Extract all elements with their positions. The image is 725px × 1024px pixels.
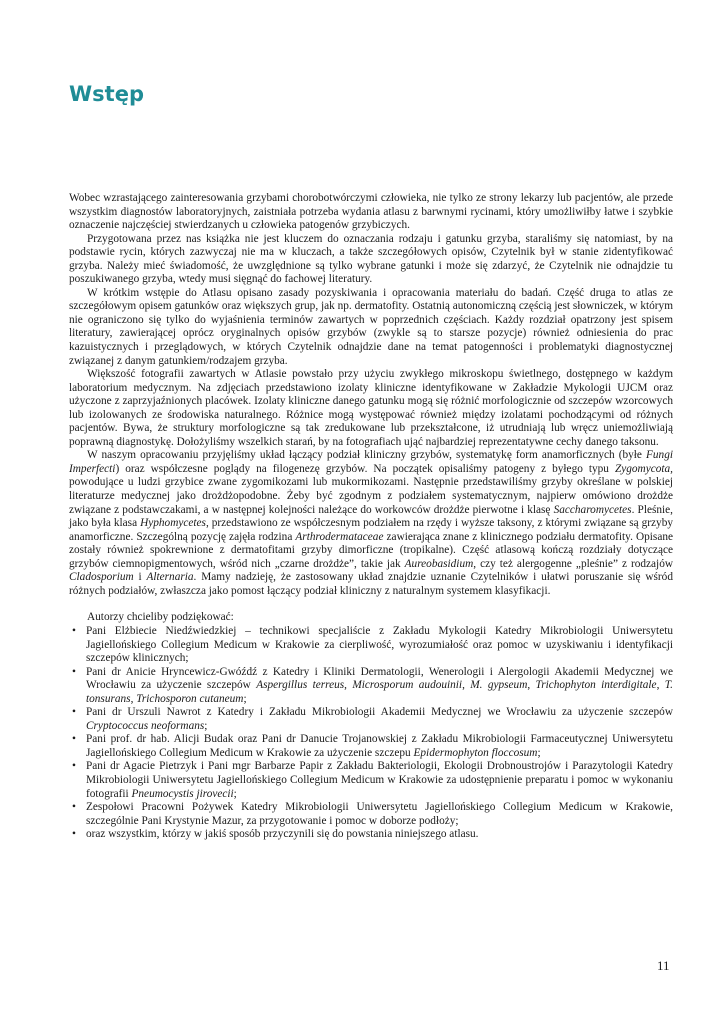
- taxon-name: Hyphomycetes: [140, 517, 206, 530]
- acknowledgement-item: • Zespołowi Pracowni Pożywek Katedry Mikrobiologii Uniwersytetu Jagiellońskiego Collegium Medicum w Krakowie, szczególnie Pani Krystynie Mazur, za przygotowanie i pomoc w doborze podłoży;: [69, 801, 673, 828]
- taxon-name: Pneumocystis jirovecii: [131, 787, 234, 800]
- page-number: 11: [657, 958, 670, 973]
- taxon-name: M. gypseum: [470, 679, 528, 692]
- paragraph-intro: Wobec wzrastającego zainteresowania grzybami chorobotwórczymi człowieka, nie tylko ze strony lekarzy lub pacjentów, ale przede wszystkim diagnostów laboratoryjnych, zaistniała potrzeba wydania atlasu z barwnymi rycinami, który umożliwiłby łatwe i szybkie oznaczenie najczęściej stwierdzanych u człowieka patogenów grzybiczych.: [69, 192, 673, 232]
- paragraph-classification: [69, 449, 673, 598]
- text-run: ;: [537, 746, 541, 759]
- paragraph-structure: W krótkim wstępie do Atlasu opisano zasady pozyskiwania i opracowania materiału do badań. Część druga to atlas ze szczegółowym opisem gatunków oraz większych grup, jak np. dermatofity. Ostatnią autonomiczną częścią jest słowniczek, w którym nie ograniczono się tylko do wyjaśnienia terminów zawartych w poprzednich częściach. Każdy rozdział opatrzony jest spisem literatury, zawierającej oprócz oryginalnych opisów grzybów (zwykle są to starsze pozycje) również odniesienia do prac kazuistycznych i przeglądowych, w których Czytelnik odnajdzie dane na temat patogenności i problematyki diagnostycznej związanej z danym gatunkiem/rodzajem grzyba.: [69, 286, 673, 367]
- acknowledgements-intro: Autorzy chcieliby podziękować:: [87, 611, 234, 624]
- acknowledgement-item: [69, 706, 673, 733]
- text-run: ,: [130, 692, 137, 705]
- acknowledgements-list: [69, 625, 673, 842]
- body-text: [69, 192, 673, 842]
- text-run: zawierająca znane z klinicznego podziału dermatofity. Opisane zostały również spokrewnione z dermatofitami grzyby dimorficzne (tropikalne). Część atlasową kończą rozdziały dotyczące grzybów ciemnopigmentowych, wśród nich „czarne drożdże”, takie jak: [69, 530, 674, 570]
- text-run: Pani dr Agacie Pietrzyk i Pani mgr Barbarze Papir z Zakładu Bakteriologii, Ekologii Drobnoustrojów i Parazytologii Katedry Mikrobiologii Uniwersytetu Jagiellońskiego Collegium Medicum w Krakowie za udostępnienie preparatu i pomoc w wykonaniu fotografii: [86, 760, 673, 800]
- acknowledgement-item: • Pani Elżbiecie Niedźwiedzkiej – technikowi specjaliście z Zakładu Mykologii Katedry Mikrobiologii Uniwersytetu Jagiellońskiego Collegium Medicum w Krakowie za cierpliwość, wyrozumiałość oraz pomoc w uzyskiwaniu i identyfikacji szczepów klinicznych;: [69, 625, 673, 666]
- paragraph-photographs: Większość fotografii zawartych w Atlasie powstało przy użyciu zwykłego mikroskopu świetlnego, dostępnego w każdym laboratorium medycznym. Na zdjęciach przedstawiono izolaty kliniczne identyfikowane w Zakładzie Mykologii UJCM oraz użyczone z zaprzyjaźnionych placówek. Izolaty kliniczne danego gatunku mogą się różnić morfologicznie od szczepów wzorcowych lub izolowanych ze środowiska naturalnego. Różnice mogą występować również między izolatami pochodzącymi od różnych pacjentów. Bywa, że struktury morfologiczne są tak zredukowane lub przekształcone, iż utrudniają lub wręcz uniemożliwiają poprawną diagnostykę. Dołożyliśmy wszelkich starań, by na fotografiach ująć najbardziej reprezentatywne cechy danego taksonu.: [69, 368, 673, 448]
- taxon-name: T. tonsurans: [86, 679, 674, 705]
- text-run: ,: [462, 679, 471, 692]
- acknowledgement-item: [69, 666, 673, 707]
- text-run: ,: [344, 679, 353, 692]
- text-run: Pani prof. dr hab. Alicji Budak oraz Pani dr Danucie Trojanowskiej z Zakładu Mikrobiologii Farmaceutycznej Uniwersytetu Jagiellońskiego Collegium Medicum w Krakowie za użyczenie szczepu: [86, 733, 673, 759]
- text-run: , czy też alergogenne „pleśnie” z rodzajów: [473, 557, 673, 570]
- text-run: , przedstawiono ze współczesnym podziałem na rzędy i wyższe taksony, z którymi związane są grzyby anamorficzne. Szczególną pozycję zajęła rodzina: [69, 517, 673, 543]
- text-run: ,: [656, 679, 665, 692]
- acknowledgement-item: • oraz wszystkim, którzy w jakiś sposób przyczynili się do powstania niniejszego atlasu.: [69, 828, 673, 842]
- taxon-name: Trichophyton interdigitale: [535, 679, 657, 692]
- text-run: . Pleśnie, jako była klasa: [69, 503, 673, 530]
- taxon-name: Saccharomycetes: [553, 503, 632, 516]
- text-run: ;: [243, 692, 247, 705]
- text-run: ) oraz współczesne poglądy na filogenezę grzybów. Na początek opisaliśmy patogeny z byłego typu: [115, 462, 615, 475]
- text-run: Pani dr Anicie Hryncewicz-Gwóźdź z Katedry i Kliniki Dermatologii, Wenerologii i Alergologii Akademii Medycznej we Wrocławiu za użyczenie szczepów: [86, 665, 673, 692]
- text-run: powodujące u ludzi grzybice zwane zygomikozami lub mukormikozami. Następnie przedstawiliśmy grzyby określane w polskiej literaturze medycznej jako drożdżopodobne. Żeby być zgodnym z podziałem systematycznym, najpierw omówiono drożdże związane z podstawczakami, a w następnej kolejności należące do workowców drożdże pierwotne i klasę: [69, 476, 673, 516]
- taxon-name: Alternaria: [146, 571, 194, 584]
- taxon-name: Arthrodermataceae: [295, 530, 384, 543]
- taxon-name: Cryptococcus neoformans: [86, 719, 205, 732]
- text-run: ,: [527, 679, 536, 692]
- section-heading: Wstęp: [69, 82, 144, 106]
- text-run: ;: [204, 719, 208, 732]
- acknowledgement-item: [69, 760, 673, 801]
- taxon-name: Aspergillus terreus: [256, 679, 345, 692]
- taxon-name: Trichosporon cutaneum: [136, 692, 244, 705]
- taxon-name: Cladosporium: [69, 571, 134, 584]
- taxon-name: Zygomycota,: [614, 462, 673, 475]
- acknowledgement-item: [69, 733, 673, 760]
- text-run: ;: [233, 787, 237, 800]
- taxon-name: Microsporum audouinii: [352, 679, 463, 692]
- text-run: W naszym opracowaniu przyjęliśmy układ łączący podział kliniczny grzybów, systematykę form anamorficznych (byłe: [87, 449, 646, 462]
- text-run: i: [133, 571, 147, 584]
- taxon-name: Epidermophyton floccosum: [413, 746, 538, 759]
- text-run: Pani dr Urszuli Nawrot z Katedry i Zakładu Mikrobiologii Akademii Medycznej we Wrocławiu za użyczenie szczepów: [86, 706, 673, 719]
- text-run: . Mamy nadzieję, że zastosowany układ znajdzie uznanie Czytelników i ułatwi poruszanie się wśród różnych podziałów, zwłaszcza jako pomost łączący podział kliniczny z naturalnym systemem klasyfikacji.: [69, 571, 673, 597]
- paragraph-purpose: Przygotowana przez nas książka nie jest kluczem do oznaczania rodzaju i gatunku grzyba, staraliśmy się natomiast, by na podstawie rycin, których zazwyczaj nie ma w kluczach, a także szczegółowych opisów, Czytelnik był w stanie zidentyfikować grzyba. Należy mieć świadomość, że uwzględnione są tylko wybrane gatunki i może się zdarzyć, że Czytelnik nie odnajdzie tu poszukiwanego grzyba, wtedy musi sięgnąć do fachowej literatury.: [69, 232, 673, 286]
- taxon-name: Aureobasidium: [404, 557, 474, 570]
- taxon-name: Fungi Imperfecti: [69, 449, 673, 475]
